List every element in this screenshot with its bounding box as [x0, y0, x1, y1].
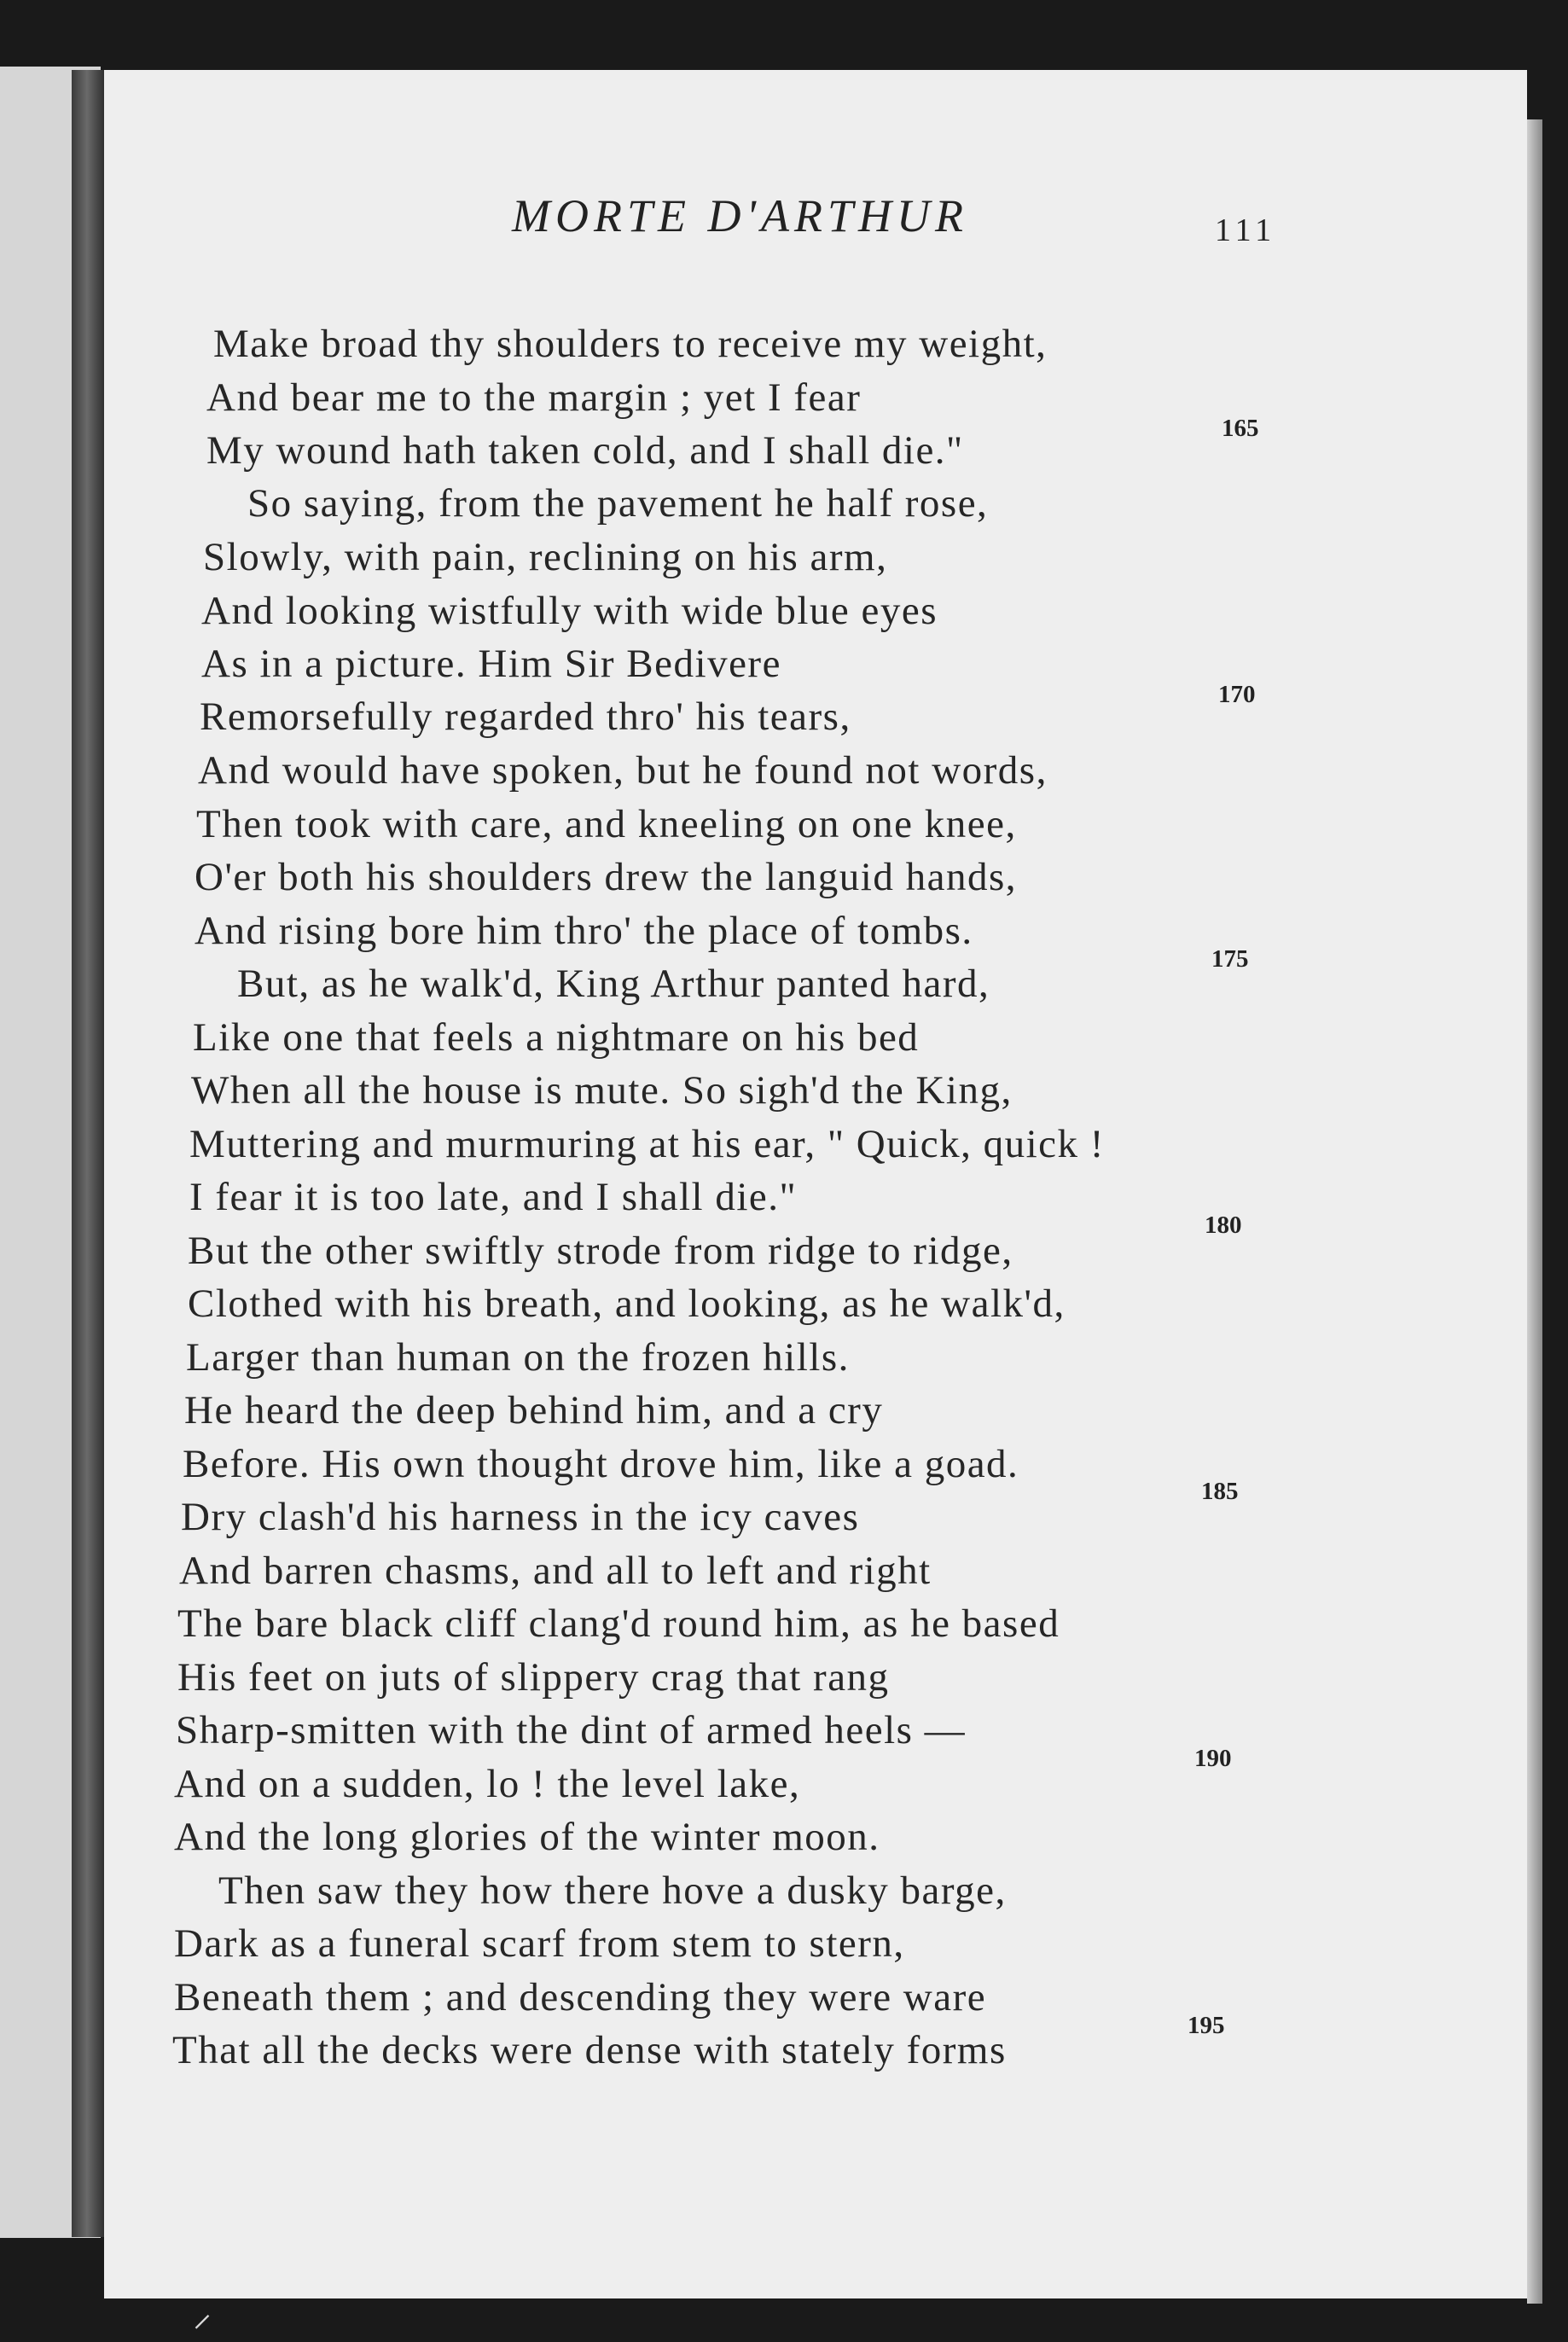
poem-line: Remorsefully regarded thro' his tears,: [200, 694, 851, 739]
poem-line: He heard the deep behind him, and a cry: [184, 1388, 884, 1433]
book-spine: [72, 70, 106, 2237]
poem-line: When all the house is mute. So sigh'd the King,: [191, 1068, 1013, 1113]
poem-line: Dark as a funeral scarf from stem to stern,: [174, 1921, 905, 1966]
poem-line: Dry clash'd his harness in the icy caves: [181, 1495, 860, 1539]
line-number: 165: [1222, 415, 1259, 442]
poem-line: Like one that feels a nightmare on his bed: [193, 1015, 920, 1060]
poem-line: Slowly, with pain, reclining on his arm,: [203, 535, 888, 579]
poem-line: So saying, from the pavement he half rose,: [247, 481, 989, 526]
page-edge-shadow: [1527, 119, 1542, 2304]
poem-line: The bare black cliff clang'd round him, as he based: [177, 1601, 1060, 1646]
poem-line: Then took with care, and kneeling on one knee,: [196, 802, 1017, 846]
line-number: 185: [1201, 1478, 1239, 1505]
poem-line: And rising bore him thro' the place of tombs.: [195, 909, 973, 953]
poem-line: O'er both his shoulders drew the languid hands,: [195, 855, 1017, 899]
poem-line: Before. His own thought drove him, like a goad.: [183, 1442, 1019, 1486]
poem-line: And the long glories of the winter moon.: [174, 1815, 880, 1859]
poem-line: My wound hath taken cold, and I shall die.": [206, 428, 964, 473]
poem-line: And on a sudden, lo ! the level lake,: [174, 1762, 801, 1806]
line-number: 195: [1188, 2012, 1225, 2039]
poem-line: And looking wistfully with wide blue eyes: [201, 589, 938, 633]
poem-line: Then saw they how there hove a dusky barge,: [218, 1868, 1007, 1913]
poem-line: I fear it is too late, and I shall die.": [189, 1175, 798, 1219]
poem-line: But the other swiftly strode from ridge to ridge,: [188, 1229, 1013, 1273]
poem-line: That all the decks were dense with stately forms: [172, 2028, 1007, 2072]
page-number: 111: [1215, 212, 1277, 248]
poem-line: And barren chasms, and all to left and right: [179, 1549, 932, 1593]
line-number: 180: [1205, 1212, 1242, 1239]
poem-line: And would have spoken, but he found not words,: [198, 748, 1048, 793]
scan-artifact-mark: ⸝: [193, 2293, 212, 2334]
poem-line: Sharp-smitten with the dint of armed heels —: [176, 1708, 967, 1752]
running-title: MORTE D'ARTHUR: [512, 190, 969, 241]
poem-line: Clothed with his breath, and looking, as he walk'd,: [188, 1281, 1066, 1326]
poem-line: As in a picture. Him Sir Bedivere: [201, 642, 781, 686]
poem-line: Muttering and murmuring at his ear, " Quick, quick !: [189, 1122, 1105, 1166]
poem-line: Larger than human on the frozen hills.: [186, 1335, 850, 1380]
line-number: 175: [1211, 945, 1249, 973]
poem-line: His feet on juts of slippery crag that rang: [177, 1655, 890, 1700]
line-number: 190: [1194, 1745, 1232, 1772]
poem-line: Beneath them ; and descending they were ware: [174, 1975, 987, 2019]
poem-line: Make broad thy shoulders to receive my weight,: [213, 322, 1048, 366]
poem-line: And bear me to the margin ; yet I fear: [206, 375, 862, 420]
line-number: 170: [1218, 681, 1256, 708]
poem-line: But, as he walk'd, King Arthur panted hard,: [237, 962, 990, 1006]
